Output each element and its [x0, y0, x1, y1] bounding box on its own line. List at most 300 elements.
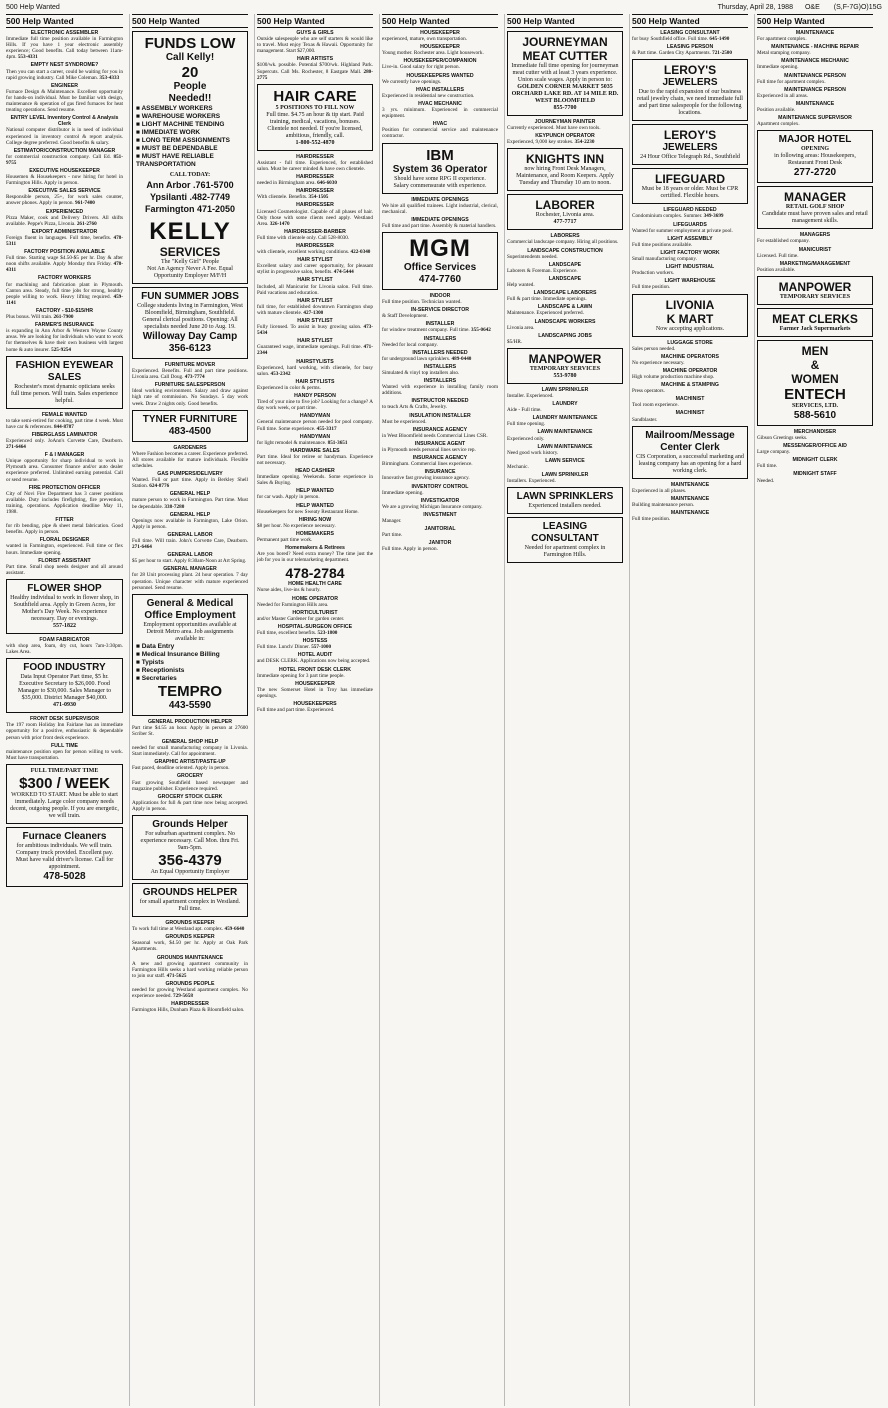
folio-code: (S,F-7G)O)15G: [833, 4, 882, 11]
section-header: 500 Help Wanted: [382, 14, 498, 28]
ad-body: Openings now available in Farmington, Lake Orion. Apply in person.: [132, 517, 248, 530]
classified-ad: [6, 485, 123, 515]
bullet-item: ■ Receptionists: [136, 666, 185, 674]
ad-body: for rib bending, pipe & sheet metal fabrication. Good benefits. Apply in person.: [6, 523, 123, 536]
ad-list: [757, 30, 873, 127]
knights-inn-ad: [507, 148, 623, 191]
ad-title: MIDNIGHT CLERK: [792, 457, 838, 464]
ad-body: For suburban apartment complex. No experience necessary. Call Mon. thru Fri. 9am-5pm.: [140, 831, 240, 852]
ad-phone: 478-5028: [43, 870, 86, 882]
ad-body: for light remodel & maintenance.: [257, 439, 328, 446]
ad-phone: 261-7900: [53, 314, 74, 321]
classified-ad: [632, 482, 748, 494]
bullet-item: ■ Medical Insurance Billing: [136, 650, 220, 658]
tempro-logo: TEMPRO: [157, 682, 223, 700]
classified-ad: [6, 743, 123, 761]
ad-title: LIFEGUARDS: [673, 221, 707, 228]
ad-title: GENERAL HELP: [169, 511, 211, 518]
phone-line: Ann Arbor .761-5700: [146, 180, 234, 190]
ad-body: Full time.: [757, 463, 778, 470]
ad-title: Grounds Helper: [152, 819, 228, 831]
ad-title: HELP WANTED: [296, 488, 334, 495]
classified-ad: [382, 87, 498, 99]
classified-ad: [507, 133, 623, 145]
ad-title: HOUSEKEEPER: [295, 680, 335, 687]
ad-title: MAJOR HOTEL: [778, 134, 852, 146]
ad-body: for commercial construction company. Call Ed.: [6, 153, 114, 160]
ad-body: for underground lawn sprinklers.: [382, 355, 452, 362]
ad-title: LEROY'S: [663, 128, 717, 143]
ad-title: FIBERGLASS LAMINATOR: [31, 431, 98, 438]
ad-body: Full time. Starting wage $4.50-$5 per hr. Day & after noon shifts available. Apply Monday thru Friday.: [6, 255, 123, 268]
ad-body: Fast paced, deadline oriented. Apply in person.: [132, 765, 230, 772]
ad-body: Help wanted.: [507, 282, 535, 289]
ad-list: [507, 119, 623, 145]
ad-body: Experienced. Benefits. Full and part time positions. Livonia area. Call Doug.: [132, 368, 248, 381]
ad-body: Full time and part time. Assembly & material handlers.: [382, 222, 497, 229]
ad-phone: 483-4500: [168, 425, 212, 437]
ad-title: LABORER: [535, 198, 595, 213]
ad-title: INVESTMENT: [423, 511, 457, 518]
ad-subtitle: Office Services: [403, 261, 477, 273]
ad-title: GENERAL PRODUCTION HELPER: [147, 718, 233, 725]
ad-title: INSTALLERS: [423, 363, 457, 370]
ad-body: Full time, excellent benefits.: [257, 630, 318, 637]
ad-title: FEMALE WANTED: [41, 411, 88, 418]
classified-ad: [632, 44, 748, 56]
ad-title: LANDSCAPE: [548, 261, 582, 268]
classified-ad: [507, 304, 623, 316]
ad-body: Mechanic.: [507, 463, 529, 470]
classified-ad: [382, 398, 498, 410]
ad-title: IBM: [426, 146, 454, 164]
classified-ad: [132, 981, 248, 999]
ad-title: IMMEDIATE OPENINGS: [411, 216, 469, 223]
ad-body: Must be 18 years or older. Must be CPR certified. Flexible hours.: [641, 186, 739, 200]
ad-body: No experience necessary.: [632, 359, 685, 366]
ad-body: Housekeepers for new Sweaty Restaurant Home.: [257, 508, 359, 515]
ad-list: [757, 232, 873, 273]
ad-title: HOME OPERATOR: [292, 595, 338, 602]
classified-ad: [632, 396, 748, 408]
bullet-item: ■ WAREHOUSE WORKERS: [136, 113, 221, 120]
ad-list: [6, 412, 123, 576]
ad-body: Fast growing Southfield based newspaper and magazine publisher. Experience required.: [132, 779, 248, 792]
ad-body: now hiring Front Desk Managers, Maintenance, and Room Keepers. Apply Tuesday and Thursday 10 am to noon.: [516, 166, 614, 187]
column-5: [504, 14, 625, 1406]
ad-list: [257, 581, 373, 713]
ad-body: Guaranteed wage, immediate openings. Full time.: [257, 344, 364, 351]
ad-title: GAS PUMPERS/DELIVERY: [157, 471, 223, 478]
ad-phone: 271-6464: [6, 444, 26, 451]
ad-title: MAINTENANCE: [795, 30, 835, 36]
ad-body: $8 per hour. No experience necessary.: [257, 522, 336, 529]
classified-ad: [257, 652, 373, 664]
classified-ad: [6, 537, 123, 555]
ad-phone: 459-1141: [6, 293, 123, 306]
ad-title: ELECTRONIC ASSEMBLER: [30, 30, 99, 36]
ad-title: HAIRDRESSER: [296, 153, 334, 160]
ad-title: INVENTORY CONTROL: [411, 483, 469, 490]
ad-body: mature person to work in Farmington. Part time. Must be dependable.: [132, 497, 248, 510]
classified-ad: [757, 58, 873, 70]
classified-ad: [632, 510, 748, 522]
ad-phone: 961-7400: [75, 200, 95, 207]
classified-ad: [132, 471, 248, 489]
ad-title: MAINTENANCE - MACHINE REPAIR: [771, 44, 859, 51]
ad-headline: FUNDS LOW: [144, 35, 236, 52]
ad-title: GROUNDS KEEPER: [165, 934, 215, 941]
ad-body: Rochester's most dynamic opticians seeks full time person. Will train. Sales experience helpful.: [11, 383, 118, 404]
ad-body: Wanted with experience in installing family room additions.: [382, 384, 498, 397]
classified-ad: [757, 87, 873, 99]
ad-title: HOMEMAKERS: [295, 530, 335, 537]
ad-title: FACTORY WORKERS: [38, 275, 91, 282]
ad-subtitle: TEMPORARY SERVICES: [529, 365, 601, 372]
classified-ad: [632, 382, 748, 394]
section-header: 500 Help Wanted: [632, 14, 748, 28]
ad-title: INSTALLERS: [423, 378, 457, 385]
classified-ad: [6, 432, 123, 450]
ad-title: HAIRDRESSER: [296, 242, 334, 249]
ad-body: Should have some RPG II experience. Salary commensurate with experience.: [393, 175, 487, 189]
ad-title: FURNITURE SALESPERSON: [154, 382, 226, 389]
classified-ad: [257, 545, 373, 563]
classified-ad: [257, 531, 373, 543]
flower-shop-ad: [6, 579, 123, 634]
column-2: [129, 14, 250, 1406]
ad-eeo: An Equal Opportunity Employer: [150, 869, 230, 876]
ad-phone: 844-8787: [53, 423, 74, 430]
manpower-logo: MANPOWER: [528, 351, 602, 366]
ad-body: Immediate opening.: [757, 64, 799, 71]
ad-body: Experienced in all areas.: [757, 92, 808, 99]
classified-ad: [382, 540, 498, 552]
bullet-item: ■ Typists: [136, 658, 165, 666]
ad-subtitle: JEWELERS: [662, 142, 718, 154]
ad-title: LIGHT INDUSTRIAL: [665, 264, 715, 271]
ad-phone: 354-1505: [308, 194, 329, 201]
classified-ad: [382, 44, 498, 56]
classified-ad: [382, 378, 498, 396]
lifeguard-ad: [632, 168, 748, 204]
classified-ad: [507, 233, 623, 245]
ad-title: LIGHT ASSEMBLY: [667, 235, 713, 242]
ad-list: [6, 637, 123, 655]
classified-ad: [257, 638, 373, 650]
ad-body: Position available.: [757, 266, 796, 273]
ad-title: INSTALLER: [425, 321, 455, 328]
classified-ad: [257, 318, 373, 336]
ad-title: LAUNDRY: [552, 401, 578, 408]
classified-ad: [257, 701, 373, 713]
ad-title: LAWN SERVICE: [545, 457, 585, 464]
ad-body: Full time. Will train. John's Corvette Care, Dearborn.: [132, 537, 248, 544]
ad-subtitle: SERVICES, LTD.: [791, 402, 839, 409]
classified-ad: [632, 354, 748, 366]
ad-body: We hire all qualified trainees. Light industrial, clerical, mechanical.: [382, 202, 498, 215]
fun-summer-ad: [132, 287, 248, 359]
classified-ad: [132, 491, 248, 509]
ad-list: [757, 429, 873, 484]
ad-title: LIFEGUARD: [655, 172, 725, 187]
ad-title: LABORERS: [550, 233, 580, 240]
ad-title: LEROY'S: [663, 63, 717, 78]
ad-title: JOURNEYMAN PAINTER: [534, 119, 596, 125]
ad-title: LAUNDRY MAINTENANCE: [532, 415, 598, 422]
classified-ad: [382, 101, 498, 119]
ad-title: MARKETING/MANAGEMENT: [779, 260, 851, 267]
ad-body: We are a growing Michigan Insurance company.: [382, 503, 483, 510]
ad-phone: 477-7717: [553, 219, 577, 226]
ad-body: Large company.: [757, 449, 791, 456]
ad-title: LAWN SPRINKLER: [541, 472, 589, 478]
journeyman-ad: [507, 31, 623, 116]
ad-phone: 557-1000: [311, 644, 332, 651]
ad-body: Part time. Ideal for retiree or handyman. Experience not necessary.: [257, 453, 373, 466]
classified-ad: [382, 58, 498, 70]
ad-body: Innovative fast growing insurance agency.: [382, 475, 470, 482]
classified-ad: [257, 468, 373, 486]
classified-ad: [257, 581, 373, 593]
ad-body: Foreign fluent in languages. Full time, benefits.: [6, 234, 114, 241]
ad-body: Tired of your nine to five job? Looking for a change? A day work week, or part time.: [257, 399, 373, 412]
classified-ad: [257, 202, 373, 226]
kelly-logo: KELLY: [149, 218, 231, 245]
ad-title: LANDSCAPE: [548, 275, 582, 282]
ad-title: HAIRDRESSER: [296, 202, 334, 209]
column-4: [379, 14, 500, 1406]
ad-subtitle: K MART: [666, 311, 714, 326]
classified-ad: [382, 469, 498, 481]
ad-body: Immediate opening.: [382, 489, 424, 496]
classified-ad: [257, 359, 373, 377]
ad-body: For established company.: [757, 238, 810, 245]
ad-title: HAIR STYLIST: [297, 338, 333, 345]
ad-body: High volume production machine shop.: [632, 373, 715, 380]
ad-title: FLOWER SHOP: [27, 582, 102, 594]
classified-ad: [6, 62, 123, 80]
classified-ad: [382, 73, 498, 85]
ad-body: We currently have openings.: [382, 78, 442, 85]
classified-ad: [132, 445, 248, 469]
classified-ad: [757, 115, 873, 127]
ad-title: MAINTENANCE: [670, 510, 710, 516]
classified-ad: [257, 448, 373, 466]
ad-body: Employment opportunities available at Detroit Metro area. Job assignments available in:: [143, 621, 237, 642]
ad-title: GROUNDS HELPER: [142, 887, 238, 899]
ad-title: GRAPHIC ARTIST/PASTE-UP: [154, 759, 226, 766]
ad-title: LEASING PERSON: [666, 44, 714, 51]
classified-ad: [132, 512, 248, 530]
ad-body: full time, for established downtown Farmington shop with mature clientele.: [257, 303, 373, 316]
ad-body: Nurse aides, live-ins & hourly.: [257, 587, 321, 594]
ad-phone: 553-9780: [553, 372, 577, 379]
classified-ad: [132, 920, 248, 932]
ad-phone: 645-1490: [709, 36, 730, 43]
classified-ad: [757, 471, 873, 483]
ad-title: LIFEGUARD NEEDED: [663, 207, 717, 214]
classified-ad: [382, 512, 498, 524]
ad-body: Where Fashion becomes a career. Experience preferred. All stores available for mature individuals. Flexible schedules.: [132, 450, 248, 469]
classified-ad: [257, 681, 373, 699]
ad-title: HOSTESS: [302, 638, 328, 645]
food-industry-ad: [6, 658, 123, 713]
ad-phone: 478-4311: [6, 261, 123, 274]
ad-body: Experienced only.: [507, 435, 545, 442]
ad-body: Needed for Farmington Hills area.: [257, 601, 329, 608]
section-header: 500 Help Wanted: [257, 14, 373, 28]
classified-ad: [6, 188, 123, 206]
ad-title: HOUSEKEEPERS WANTED: [406, 72, 474, 79]
ad-body: Permanent part time work.: [257, 537, 313, 543]
classified-ad: [382, 427, 498, 439]
ad-body: Full time and part time. Experienced.: [257, 707, 335, 714]
classified-ad: [507, 387, 623, 399]
ad-body: Needed for local company.: [382, 341, 438, 348]
ad-title: MANICURIST: [798, 246, 832, 253]
ad-subhead: Call Kelly!: [165, 52, 215, 63]
ad-list: [257, 154, 373, 564]
ad-phone: 624-8776: [149, 483, 170, 490]
ad-title: INSULATION INSTALLER: [409, 412, 471, 419]
ad-body: Experienced in residential new construction.: [382, 92, 475, 99]
ad-title: HANDYMAN: [299, 433, 331, 440]
ad-body: Applications for full & part time now being accepted. Apply in person.: [132, 799, 248, 812]
ad-phone: 474-7760: [418, 273, 462, 285]
ad-title: Mailroom/Message Center Clerk: [645, 429, 735, 453]
ad-body: Immediate opening. Weekends. Some experience in Sales & Buying.: [257, 474, 373, 487]
ad-title: MANAGER: [784, 190, 846, 205]
ad-body: in Plymouth needs personal lines service rep.: [382, 447, 476, 454]
ad-list: [382, 293, 498, 552]
kelly-funds-ad: [132, 31, 248, 284]
ad-title: GENERAL LABOR: [167, 552, 213, 559]
ad-title: FARMER'S INSURANCE: [35, 322, 94, 329]
ad-title: MACHINE & STAMPING: [661, 382, 719, 389]
ad-title: HEAD CASHIER: [295, 468, 335, 475]
classified-ad: [382, 498, 498, 510]
ad-title: LAWN SPRINKLERS: [516, 491, 614, 503]
ad-title: MACHINE OPERATORS: [660, 353, 720, 360]
ad-body: Included, all Manicurist for Livonia salon. Full time. Paid vacations and education.: [257, 283, 373, 296]
ad-body: needed in Birmingham area.: [257, 180, 318, 187]
ad-phone: 473-5434: [257, 324, 373, 337]
ad-title: INSTALLERS NEEDED: [412, 349, 468, 356]
ad-title: HAIR STYLIST: [297, 257, 333, 264]
classified-ad: [257, 229, 373, 241]
fashion-eyewear-ad: [6, 356, 123, 409]
ad-body: Are you bored? Need extra money? The time just the job for you in our telemarketing department.: [257, 551, 373, 564]
ad-subtitle: OPENING: [800, 146, 829, 153]
entech-logo: ENTECH: [784, 385, 846, 403]
ad-body: wanted in Farmington, experienced. Full time or flex hours. Immediate opening.: [6, 543, 123, 556]
ad-list: [632, 30, 748, 56]
ad-body: Press operators.: [632, 388, 665, 395]
ad-list: [132, 362, 248, 407]
ad-title: MAINTENANCE: [670, 495, 710, 502]
men-women-entech-ad: [757, 340, 873, 426]
ad-body: Superintendents needed.: [507, 253, 558, 260]
section-header: 500 Help Wanted: [757, 14, 873, 28]
ad-body: Young mother. Rochester area. Light housework.: [382, 50, 484, 57]
ad-title: HOSPITAL-SURGEON OFFICE: [277, 623, 353, 630]
ad-list: [132, 719, 248, 812]
ad-body: is expanding in Ann Arbor & Western Wayne County areas. We are looking for individuals who want to work for themselves & have their own business with largest home & auto insurer.: [6, 328, 123, 353]
ad-body: Sales person needed.: [632, 345, 676, 352]
ad-phone: 349-3699: [703, 213, 724, 220]
classified-ad: [6, 637, 123, 655]
ad-title: TYNER FURNITURE: [142, 413, 238, 425]
ad-title: GROCERY: [176, 773, 204, 780]
ad-title: HAIR ARTISTS: [296, 56, 334, 63]
ad-phone: 553-4331: [17, 54, 38, 61]
ad-phone-large: 478-2784: [285, 565, 345, 582]
kelly-logo-sub: SERVICES: [159, 245, 221, 259]
ad-body: Pizza Maker, cook and Delivery Drivers. All shifts available. Peppe's Pizza, Livonia.: [6, 214, 123, 227]
ad-body: Experienced only. JoAnn's Corvette Care, Dearborn.: [6, 437, 123, 444]
laborer-ad: [507, 194, 623, 230]
ad-body: Part time $4.55 an hour. Apply in person at 27600 Scriber St.: [132, 724, 248, 737]
ad-phone: 478-5311: [6, 234, 123, 247]
ad-title: HANDYMAN: [299, 413, 331, 420]
ad-title: HAIRDRESSER: [171, 1001, 209, 1008]
ad-title: LANDSCAPE LABORERS: [533, 290, 597, 297]
ad-title: FULL TIME: [51, 742, 78, 749]
ad-body: Furnace Design & Maintenance. Excellent opportunity for hands-on individual. Must be familiar with design, maintenance & operation of gas fired furnaces for heat treating operations. Send resume.: [6, 88, 123, 114]
ad-title: FOOD INDUSTRY: [23, 662, 106, 674]
classified-ad: [632, 207, 748, 219]
classified-ad: [6, 452, 123, 482]
ad-body: Part time. Small shop needs designer and all around assistant.: [6, 563, 123, 576]
ad-phone: 427-1300: [303, 309, 324, 316]
manpower-ad: [507, 348, 623, 384]
bullet-item: ■ MUST HAVE RELIABLE TRANSPORTATION: [136, 153, 214, 168]
ad-body: Full time for apartment complex.: [757, 78, 826, 85]
ad-body: Wanted. Full or part time. Apply in Berkley Shell Station.: [132, 477, 248, 490]
ad-subtitle: RETAIL GOLF SHOP: [785, 204, 845, 211]
classified-ad: [257, 379, 373, 391]
ad-title: GENERAL LABOR: [167, 531, 213, 538]
ad-body: Production workers.: [632, 270, 675, 277]
classified-ad: [257, 667, 373, 679]
ad-body: Birmingham. Commercial lines experience.: [382, 461, 473, 468]
ad-title: HAIR STYLIST: [297, 318, 333, 324]
bullet-item: ■ Data Entry: [136, 642, 175, 650]
ad-subtitle: MEAT CUTTER: [522, 49, 608, 63]
ad-title: ENGINEER: [50, 82, 79, 89]
ad-body: For apartment complex.: [757, 36, 807, 43]
classified-ad: [507, 290, 623, 302]
ad-body: Then you can start a career, could be waiting for you in rapid growing industry. Call Mike Coleman.: [6, 68, 123, 81]
ad-company: Willoway Day Camp: [142, 331, 238, 342]
classified-ad: [257, 298, 373, 316]
classified-ad: [257, 243, 373, 255]
ad-list: [632, 340, 748, 423]
classified-ad: [382, 321, 498, 333]
ad-title: LANDSCAPE & LAWN: [537, 304, 593, 311]
manpower-ad-2: [757, 276, 873, 305]
ad-phone: 557-1822: [53, 622, 76, 629]
ad-phone: 489-0440: [451, 355, 472, 362]
ad-title: HVAC MECHANIC: [418, 100, 462, 107]
ad-amount: $300 / WEEK: [19, 774, 110, 792]
folio-date: Thursday, April 28, 1988: [717, 4, 793, 11]
manpower-logo: MANPOWER: [778, 279, 852, 294]
ad-body: The 197 room Holiday Inn Fairlane has an immediate opportunity for a positive, enthusiastic & dependable person with prior front desk experience.: [6, 722, 123, 741]
hair-care-ad: [257, 84, 373, 151]
classified-ad: [6, 30, 123, 60]
